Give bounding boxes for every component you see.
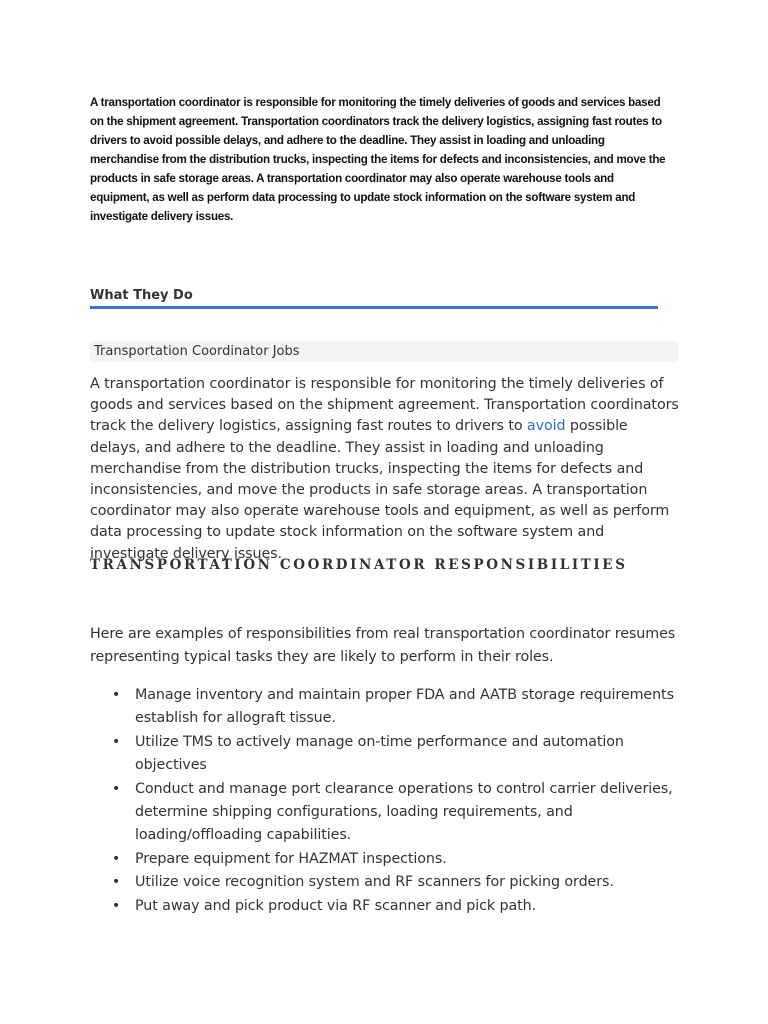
bullet-icon: • xyxy=(112,897,121,914)
list-item xyxy=(90,871,680,894)
avoid-link[interactable]: avoid xyxy=(526,418,566,435)
responsibilities-intro: Here are examples of responsibilities from real transportation coordinator resumes representing typical tasks they are likely to perform in their roles. xyxy=(90,626,676,665)
responsibilities-heading: TRANSPORTATION COORDINATOR RESPONSIBILITIES xyxy=(90,557,628,573)
responsibilities-list xyxy=(90,684,680,918)
list-item-text: Put away and pick product via RF scanner and pick path. xyxy=(135,897,537,914)
body-text-part1: A transportation coordinator is responsible for monitoring the timely deliveries of goods and services based on the shipment agreement. Transportation coordinators track the delivery logistics, assigning fast routes to drivers to xyxy=(90,376,679,435)
caption-text: Transportation Coordinator Jobs xyxy=(94,344,300,359)
body-paragraph xyxy=(90,374,682,565)
body-text-part2: possible delays, and adhere to the deadline. They assist in loading and unloading merchandise from the distribution trucks, inspecting the items for defects and inconsistencies, and move the products in safe storage areas. A transportation coordinator may also operate warehouse tools and equipment, as well as perform data processing to update stock information on the software system and investigate delivery issues. xyxy=(90,418,670,562)
intro-paragraph: A transportation coordinator is responsible for monitoring the timely deliveries of goods and services based on the shipment agreement. Transportation coordinators track the delivery logistics, assigning fast routes to drivers to avoid possible delays, and adhere to the deadline. They assist in loading and unloading merchandise from the distribution trucks, inspecting the items for defects and inconsistencies, and move the products in safe storage areas. A transportation coordinator may also operate warehouse tools and equipment, as well as perform data processing to update stock information on the software system and investigate delivery issues. xyxy=(90,96,666,223)
bullet-icon: • xyxy=(112,780,121,797)
list-item xyxy=(90,684,680,731)
list-item-text: Prepare equipment for HAZMAT inspections. xyxy=(135,850,447,867)
section-underline xyxy=(90,306,658,309)
caption-box xyxy=(90,341,678,362)
section-heading-what-they-do: What They Do xyxy=(90,288,193,303)
list-item xyxy=(90,895,680,918)
list-item-text: Conduct and manage port clearance operations to control carrier deliveries, determine shipping configurations, loading requirements, and loading/offloading capabilities. xyxy=(135,780,673,844)
bullet-icon: • xyxy=(112,874,121,891)
bullet-icon: • xyxy=(112,850,121,867)
list-item-text: Utilize voice recognition system and RF scanners for picking orders. xyxy=(135,874,614,891)
list-item-text: Manage inventory and maintain proper FDA and AATB storage requirements establish for allograft tissue. xyxy=(135,687,674,727)
list-item xyxy=(90,731,680,778)
list-item xyxy=(90,778,680,848)
bullet-icon: • xyxy=(112,687,121,703)
list-item xyxy=(90,848,680,871)
bullet-icon: • xyxy=(112,733,121,750)
list-item-text: Utilize TMS to actively manage on-time performance and automation objectives xyxy=(135,733,624,774)
